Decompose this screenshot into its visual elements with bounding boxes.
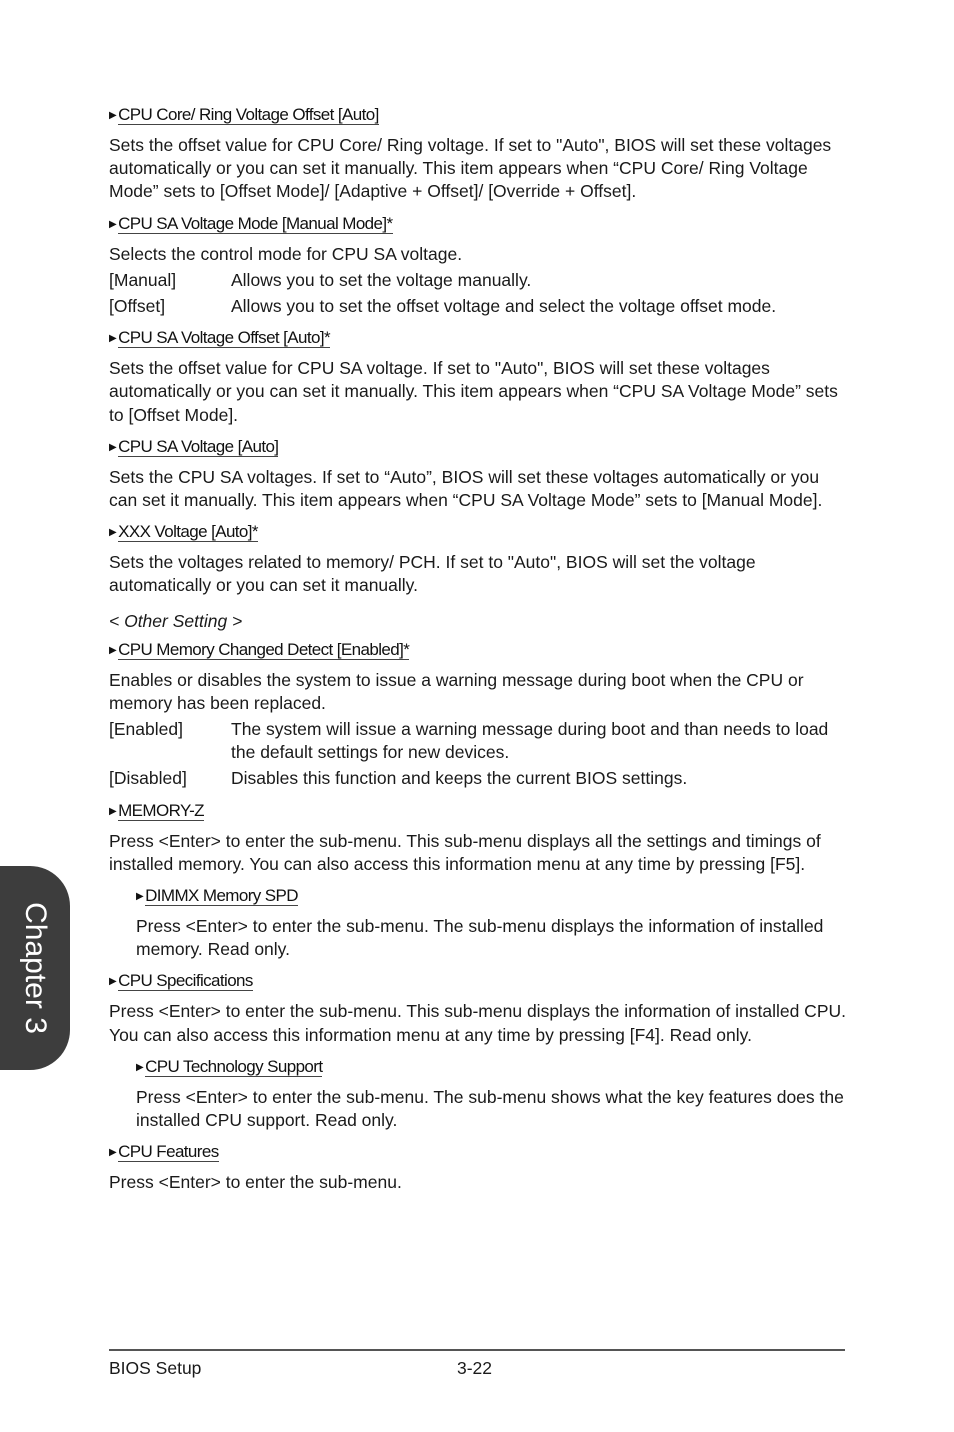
option-key: [Offset] [109, 296, 166, 317]
triangle-right-icon: ▶ [109, 805, 117, 817]
triangle-right-icon: ▶ [109, 1147, 117, 1159]
triangle-right-icon: ▶ [136, 891, 144, 903]
setting-heading [109, 213, 849, 238]
option-row [109, 269, 849, 292]
setting-dimmx-memory-spd [136, 885, 849, 961]
setting-heading [136, 1056, 849, 1081]
setting-description: Press <Enter> to enter the sub-menu. The sub-menu shows what the key features does the installed CPU support. Read only. [136, 1086, 844, 1131]
setting-heading-text: CPU Features [118, 1142, 219, 1162]
setting-cpu-technology-support [136, 1056, 849, 1132]
chapter-tab [0, 866, 70, 1070]
setting-description: Press <Enter> to enter the sub-menu. This sub-menu displays the information of installed CPU. You can also access this information menu at any time by pressing [F4]. Read only. [109, 1001, 846, 1045]
setting-heading [109, 104, 849, 129]
setting-description: Sets the offset value for CPU Core/ Ring voltage. If set to "Auto", BIOS will set these voltages automatically or you can set it manually. This item appears when “CPU Core/ Ring Voltage Mode” sets to [Offset Mode]/ [Adaptive + Offset]/ [Override + Offset]. [109, 135, 832, 202]
setting-heading [109, 970, 849, 995]
triangle-right-icon: ▶ [109, 527, 117, 539]
other-setting-label: < Other Setting > [109, 610, 243, 631]
setting-heading-text: CPU Technology Support [145, 1056, 323, 1076]
setting-heading [109, 327, 849, 352]
setting-xxx-voltage [109, 521, 849, 597]
triangle-right-icon: ▶ [109, 110, 117, 121]
setting-description: Sets the CPU SA voltages. If set to “Auto”, BIOS will set these voltages automatically or you can set it manually. This item appears when “CPU SA Voltage Mode” sets to [Manual Mode]. [109, 466, 823, 511]
setting-description: Press <Enter> to enter the sub-menu. This sub-menu displays all the settings and timings of installed memory. You can also access this information menu at any time by pressing [F5]. [109, 830, 821, 874]
triangle-right-icon: ▶ [136, 1061, 144, 1073]
setting-cpu-specifications [109, 970, 849, 1046]
option-key: [Manual] [109, 269, 177, 290]
setting-cpu-sa-voltage-offset [109, 327, 849, 427]
setting-heading-text: CPU Memory Changed Detect [Enabled]* [118, 639, 410, 659]
setting-cpu-sa-voltage [109, 436, 849, 512]
setting-description: Selects the control mode for CPU SA voltage. [109, 243, 463, 264]
setting-cpu-core-ring-voltage-offset [109, 104, 849, 204]
setting-heading [136, 885, 849, 910]
footer-divider [109, 1349, 845, 1351]
triangle-right-icon: ▶ [109, 441, 117, 453]
manual-content [109, 104, 849, 1203]
option-desc: The system will issue a warning message during boot and than needs to load the default settings for new devices. [231, 719, 829, 763]
triangle-right-icon: ▶ [109, 333, 117, 345]
setting-heading [109, 639, 849, 664]
option-desc: Disables this function and keeps the current BIOS settings. [231, 768, 688, 789]
option-desc: Allows you to set the offset voltage and select the voltage offset mode. [231, 296, 777, 317]
option-key: [Disabled] [109, 768, 187, 789]
setting-heading [109, 800, 849, 825]
setting-heading-text: XXX Voltage [Auto]* [118, 522, 258, 542]
option-row [109, 295, 849, 318]
setting-description: Press <Enter> to enter the sub-menu. The sub-menu displays the information of installed memory. Read only. [136, 916, 824, 960]
setting-heading-text: MEMORY-Z [118, 800, 204, 820]
setting-heading [109, 436, 849, 461]
setting-heading [109, 521, 849, 546]
option-row [109, 767, 849, 790]
setting-heading-text: CPU SA Voltage [Auto] [118, 436, 279, 456]
triangle-right-icon: ▶ [109, 218, 117, 230]
setting-memory-z [109, 800, 849, 876]
setting-heading-text: CPU SA Voltage Mode [Manual Mode]* [118, 213, 393, 233]
chapter-label: Chapter 3 [19, 902, 52, 1034]
setting-cpu-sa-voltage-mode [109, 213, 849, 319]
option-row [109, 718, 849, 764]
footer-page-number: 3-22 [457, 1358, 493, 1378]
setting-description: Enables or disables the system to issue a warning message during boot when the CPU or memory has been replaced. [109, 669, 804, 713]
option-key: [Enabled] [109, 719, 183, 740]
setting-description: Press <Enter> to enter the sub-menu. [109, 1172, 402, 1193]
setting-description: Sets the offset value for CPU SA voltage. If set to "Auto", BIOS will set these voltages automatically or you can set it manually. This item appears when “CPU SA Voltage Mode” sets to [Offset Mode]. [109, 358, 838, 425]
triangle-right-icon: ▶ [109, 976, 117, 988]
setting-heading [109, 1141, 849, 1166]
option-desc: Allows you to set the voltage manually. [231, 269, 532, 290]
setting-cpu-features [109, 1141, 849, 1194]
setting-heading-text: CPU SA Voltage Offset [Auto]* [118, 328, 331, 348]
setting-heading-text: DIMMX Memory SPD [145, 886, 298, 906]
setting-heading-text: CPU Specifications [118, 971, 253, 991]
triangle-right-icon: ▶ [109, 644, 117, 656]
setting-description: Sets the voltages related to memory/ PCH. If set to "Auto", BIOS will set the voltage automatically or you can set it manually. [109, 552, 756, 596]
footer-section-title: BIOS Setup [109, 1358, 202, 1378]
setting-cpu-memory-changed-detect [109, 639, 849, 791]
setting-heading-text: CPU Core/ Ring Voltage Offset [Auto] [118, 105, 379, 124]
